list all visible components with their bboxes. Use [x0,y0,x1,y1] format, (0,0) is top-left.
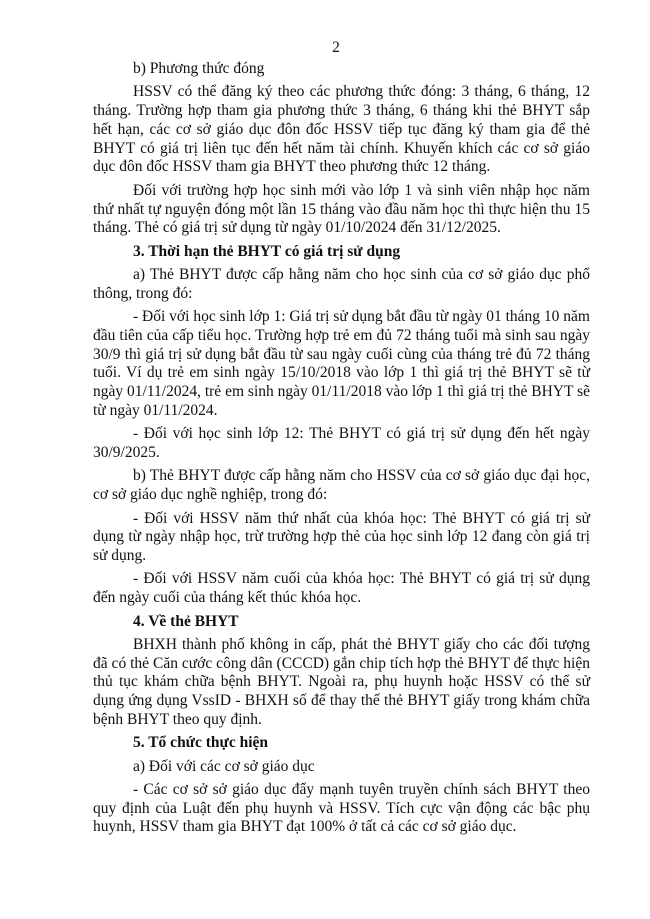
bullet-grade-1: - Đối với học sinh lớp 1: Giá trị sử dụng bắt đầu từ ngày 01 tháng 10 năm đầu tiên của cấp tiểu học. Trường hợp trẻ em đủ 72 tháng tuổi mà sinh sau ngày 30/9 thì giá trị sử dụng bắt đầu từ sau ngày cuối cùng của tháng trẻ đủ 72 tháng tuổi. Ví dụ trẻ em sinh ngày 15/10/2018 vào lớp 1 thì giá trị thẻ BHYT sẽ từ ngày 01/11/2024, trẻ em sinh ngày 01/11/2018 vào lớp 1 thì giá trị thẻ BHYT sẽ từ ngày 01/11/2024. [93,308,590,420]
subsection-schools: a) Đối với các cơ sở giáo dục [133,757,315,775]
page-number: 2 [332,39,340,56]
section-heading-4: 4. Về thẻ BHYT [133,612,239,630]
document-body [93,60,590,842]
section-heading-5: 5. Tổ chức thực hiện [133,734,269,752]
bullet-promotion: - Các cơ sở sở giáo dục đẩy mạnh tuyên truyền chính sách BHYT theo quy định của Luật đến phụ huynh và HSSV. Tích cực vận động các bậc phụ huynh, HSSV tham gia BHYT đạt 100% ở tất cả các cơ sở giáo dục. [93,780,590,836]
paragraph-15-month-payment: Đối với trường hợp học sinh mới vào lớp 1 và sinh viên nhập học năm thứ nhất tự nguyện đóng một lần 15 tháng vào đầu năm học thì thực hiện thu 15 tháng. Thẻ có giá trị sử dụng từ ngày 01/10/2024 đến 31/12/2025. [93,181,590,237]
section-heading-3: 3. Thời hạn thẻ BHYT có giá trị sử dụng [133,242,401,260]
subsection-payment-method: b) Phương thức đóng [133,60,265,77]
paragraph-card-info: BHXH thành phố không in cấp, phát thẻ BHYT giấy cho các đối tượng đã có thẻ Căn cước công dân (CCCD) gắn chip tích hợp thẻ BHYT để thực hiện thủ tục khám chữa bệnh BHYT. Ngoài ra, phụ huynh hoặc HSSV có thể sử dụng ứng dụng VssID - BHXH số để thay thế thẻ BHYT giấy trong khám chữa bệnh BHYT theo quy định. [93,635,590,728]
paragraph-payment-options: HSSV có thể đăng ký theo các phương thức đóng: 3 tháng, 6 tháng, 12 tháng. Trường hợp tham gia phương thức 3 tháng, 6 tháng khi thẻ BHYT sắp hết hạn, các cơ sở giáo dục đôn đốc HSSV tiếp tục đăng ký tham gia để thẻ BHYT có giá trị liên tục đến hết năm tài chính. Khuyến khích các cơ sở giáo dục đôn đốc HSSV tham gia BHYT theo phương thức 12 tháng. [93,83,590,176]
bullet-final-year: - Đối với HSSV năm cuối của khóa học: Thẻ BHYT có giá trị sử dụng đến ngày cuối của tháng kết thúc khóa học. [93,570,590,607]
bullet-grade-12: - Đối với học sinh lớp 12: Thẻ BHYT có giá trị sử dụng đến hết ngày 30/9/2025. [93,425,590,462]
bullet-first-year: - Đối với HSSV năm thứ nhất của khóa học: Thẻ BHYT có giá trị sử dụng từ ngày nhập học, trừ trường hợp thẻ của học sinh lớp 12 đang còn giá trị sử dụng. [93,509,590,565]
subsection-general-school: a) Thẻ BHYT được cấp hằng năm cho học sinh của cơ sở giáo dục phổ thông, trong đó: [93,265,590,302]
subsection-higher-education: b) Thẻ BHYT được cấp hằng năm cho HSSV của cơ sở giáo dục đại học, cơ sở giáo dục nghề nghiệp, trong đó: [93,467,590,504]
